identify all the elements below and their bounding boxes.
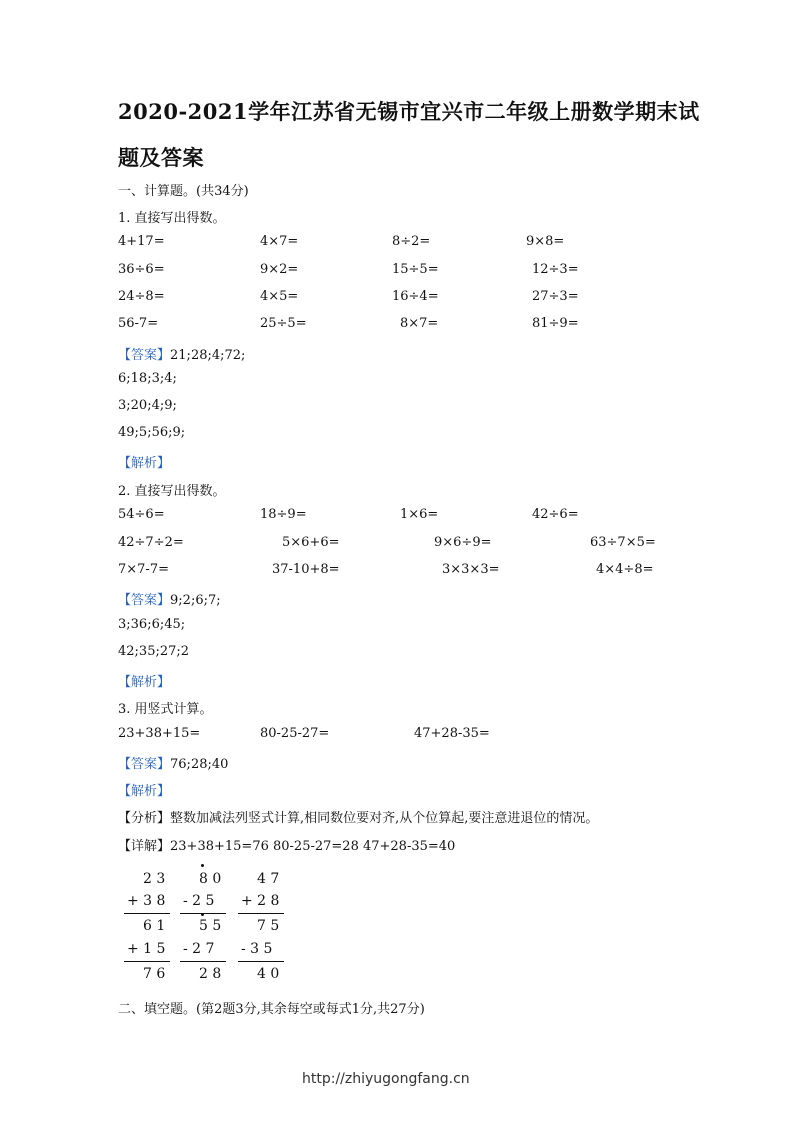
q1-answer xyxy=(118,344,245,363)
q3-detail xyxy=(118,835,455,854)
q2-cell: 42÷6= xyxy=(532,507,579,522)
answer-tag: 【答案】 xyxy=(118,348,171,363)
q1-cell: 4×5= xyxy=(260,289,299,304)
section2-heading: 二、填空题。(第2题3分,其余每空或每式1分,共27分) xyxy=(118,1002,425,1017)
borrow-dot xyxy=(201,864,204,867)
q1-cell: 81÷9= xyxy=(532,316,579,331)
q3-cell: 23+38+15= xyxy=(118,726,201,741)
q1-cell: 36÷6= xyxy=(118,262,165,277)
q2-cell: 9×6÷9= xyxy=(434,535,492,550)
fenxi-text: 整数加减法列竖式计算,相同数位要对齐,从个位算起,要注意进退位的情况。 xyxy=(170,811,599,826)
vertical-digit-row: + 1 5 xyxy=(127,941,166,957)
q1-label: 1. 直接写出得数。 xyxy=(118,211,226,226)
q1-analysis-tag: 【解析】 xyxy=(118,456,171,471)
answer-line: 42;35;27;2 xyxy=(118,644,190,659)
vertical-digit-row: - 2 7 xyxy=(183,941,215,957)
vertical-line xyxy=(238,961,284,962)
q2-cell: 54÷6= xyxy=(118,507,165,522)
q2-cell: 42÷7÷2= xyxy=(118,535,184,550)
vertical-digit-row: - 3 5 xyxy=(241,941,273,957)
document-title-line1: 2020-2021学年江苏省无锡市宜兴市二年级上册数学期末试 xyxy=(118,99,700,124)
vertical-digit-row: 8 0 xyxy=(199,871,222,887)
q2-cell: 7×7-7= xyxy=(118,562,169,577)
vertical-line xyxy=(124,913,170,914)
vertical-digit-row: 4 0 xyxy=(257,966,280,982)
q3-analysis-tag: 【解析】 xyxy=(118,784,171,799)
vertical-digit-row: 2 8 xyxy=(199,966,222,982)
q1-cell: 4+17= xyxy=(118,234,165,249)
q2-cell: 63÷7×5= xyxy=(590,535,656,550)
vertical-digit-row: + 2 8 xyxy=(241,893,280,909)
q2-answer xyxy=(118,589,221,608)
q1-cell: 27÷3= xyxy=(532,289,579,304)
q1-cell: 9×8= xyxy=(526,234,565,249)
vertical-digit-row: 6 1 xyxy=(143,918,166,934)
q1-cell: 25÷5= xyxy=(260,316,307,331)
q1-cell: 9×2= xyxy=(260,262,299,277)
answer-line: 3;20;4;9; xyxy=(118,398,177,413)
q2-cell: 4×4÷8= xyxy=(596,562,654,577)
vertical-line xyxy=(238,913,284,914)
vertical-digit-row: 2 3 xyxy=(143,871,166,887)
q1-cell: 15÷5= xyxy=(392,262,439,277)
q1-cell: 8×7= xyxy=(400,316,439,331)
vertical-digit-row: 4 7 xyxy=(257,871,280,887)
answer-tag: 【答案】 xyxy=(118,593,171,608)
detail-text: 23+38+15=76 80-25-27=28 47+28-35=40 xyxy=(170,839,456,854)
answer-line: 6;18;3;4; xyxy=(118,371,177,386)
vertical-line xyxy=(124,961,170,962)
q1-cell: 4×7= xyxy=(260,234,299,249)
answer-line: 3;36;6;45; xyxy=(118,617,186,632)
q2-cell: 5×6+6= xyxy=(282,535,340,550)
q1-cell: 56-7= xyxy=(118,316,159,331)
q2-cell: 3×3×3= xyxy=(442,562,500,577)
q3-cell: 80-25-27= xyxy=(260,726,330,741)
q1-cell: 24÷8= xyxy=(118,289,165,304)
q2-cell: 18÷9= xyxy=(260,507,307,522)
q2-label: 2. 直接写出得数。 xyxy=(118,484,226,499)
q1-cell: 8÷2= xyxy=(392,234,431,249)
answer-line: 49;5;56;9; xyxy=(118,425,186,440)
borrow-dot xyxy=(201,913,204,916)
answer-text: 76;28;40 xyxy=(170,757,229,772)
q3-label: 3. 用竖式计算。 xyxy=(118,702,213,717)
q2-cell: 1×6= xyxy=(400,507,439,522)
vertical-digit-row: 7 6 xyxy=(143,966,166,982)
footer-url[interactable]: http://zhiyugongfang.cn xyxy=(302,1071,470,1087)
q3-fenxi xyxy=(118,807,598,826)
q1-cell: 16÷4= xyxy=(392,289,439,304)
q3-answer xyxy=(118,753,228,772)
vertical-digit-row: 7 5 xyxy=(257,918,280,934)
answer-line: 9;2;6;7; xyxy=(170,593,221,608)
vertical-line xyxy=(180,961,226,962)
answer-line: 21;28;4;72; xyxy=(170,348,246,363)
fenxi-tag: 【分析】 xyxy=(118,811,171,826)
vertical-digit-row: - 2 5 xyxy=(183,893,215,909)
section1-heading: 一、计算题。(共34分) xyxy=(118,184,249,199)
q2-analysis-tag: 【解析】 xyxy=(118,675,171,690)
answer-tag: 【答案】 xyxy=(118,757,171,772)
q3-cell: 47+28-35= xyxy=(414,726,490,741)
q1-cell: 12÷3= xyxy=(532,262,579,277)
vertical-digit-row: + 3 8 xyxy=(127,893,166,909)
vertical-digit-row: 5 5 xyxy=(199,918,222,934)
q2-cell: 37-10+8= xyxy=(272,562,340,577)
detail-tag: 【详解】 xyxy=(118,839,171,854)
document-title-line2: 题及答案 xyxy=(118,145,204,170)
